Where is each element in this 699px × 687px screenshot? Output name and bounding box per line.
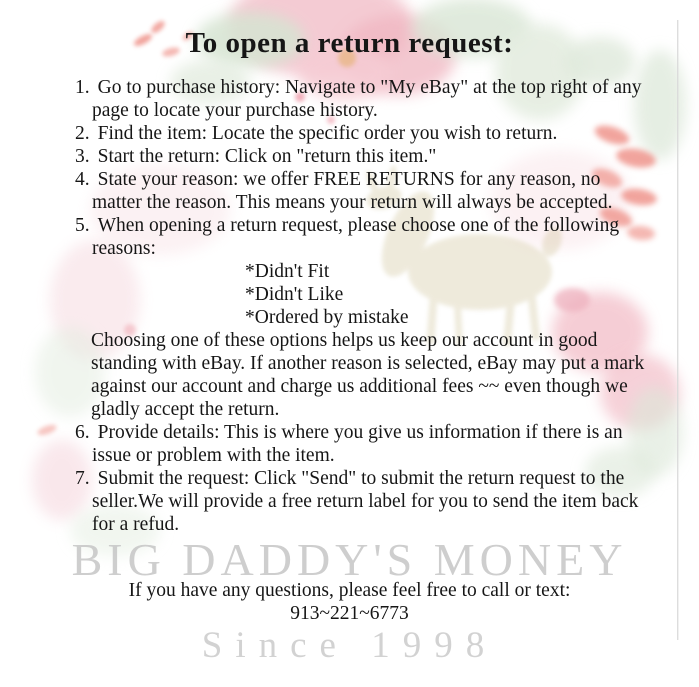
- step-7-number: 7.: [75, 468, 90, 489]
- step-2-text: Find the item: Locate the specific order you wish to return.: [97, 123, 558, 144]
- reason-option-didnt-fit: *Didn't Fit: [245, 261, 330, 282]
- watermark-since: Since 1998: [201, 625, 498, 666]
- account-note: Choosing one of these options helps us keep our account in good standing with eBay. If another reason is selected, eBay may put a mark against our account and charge us additional fees ~~ even though we gladly accept the return.: [91, 330, 645, 420]
- step-6: [75, 421, 645, 467]
- step-3-text: Start the return: Click on "return this item.": [97, 146, 437, 167]
- step-5: [75, 214, 645, 260]
- reason-options: [245, 260, 645, 329]
- step-4: [75, 168, 645, 214]
- step-1: [75, 76, 645, 122]
- step-4-number: 4.: [75, 169, 90, 190]
- step-1-number: 1.: [75, 77, 90, 98]
- watermark-brand: BIG DADDY'S MONEY: [71, 534, 628, 585]
- step-2: [75, 122, 645, 145]
- steps-list: [75, 76, 645, 536]
- step-6-number: 6.: [75, 422, 90, 443]
- phone-number: 913~221~6773: [290, 603, 409, 624]
- questions-line: If you have any questions, please feel free to call or text:: [128, 580, 571, 601]
- reason-option-ordered-by-mistake: *Ordered by mistake: [245, 307, 409, 328]
- step-7-text: Submit the request: Click "Send" to submit the return request to the seller.We will provide a free return label for you to send the item back for a refud.: [92, 468, 639, 535]
- step-3-number: 3.: [75, 146, 90, 167]
- step-5-number: 5.: [75, 215, 90, 236]
- step-6-text: Provide details: This is where you give us information if there is an issue or problem with the item.: [92, 422, 623, 466]
- step-2-number: 2.: [75, 123, 90, 144]
- reason-option-didnt-like: *Didn't Like: [245, 284, 344, 305]
- step-5-text: When opening a return request, please choose one of the following reasons:: [92, 215, 620, 259]
- step-4-text: State your reason: we offer FREE RETURNS for any reason, no matter the reason. This means your return will always be accepted.: [92, 169, 613, 213]
- step-3: [75, 145, 645, 168]
- page-title: To open a return request:: [185, 27, 514, 59]
- step-7: [75, 467, 645, 536]
- step-1-text: Go to purchase history: Navigate to "My eBay" at the top right of any page to locate your purchase history.: [92, 77, 642, 121]
- footer: [0, 579, 699, 625]
